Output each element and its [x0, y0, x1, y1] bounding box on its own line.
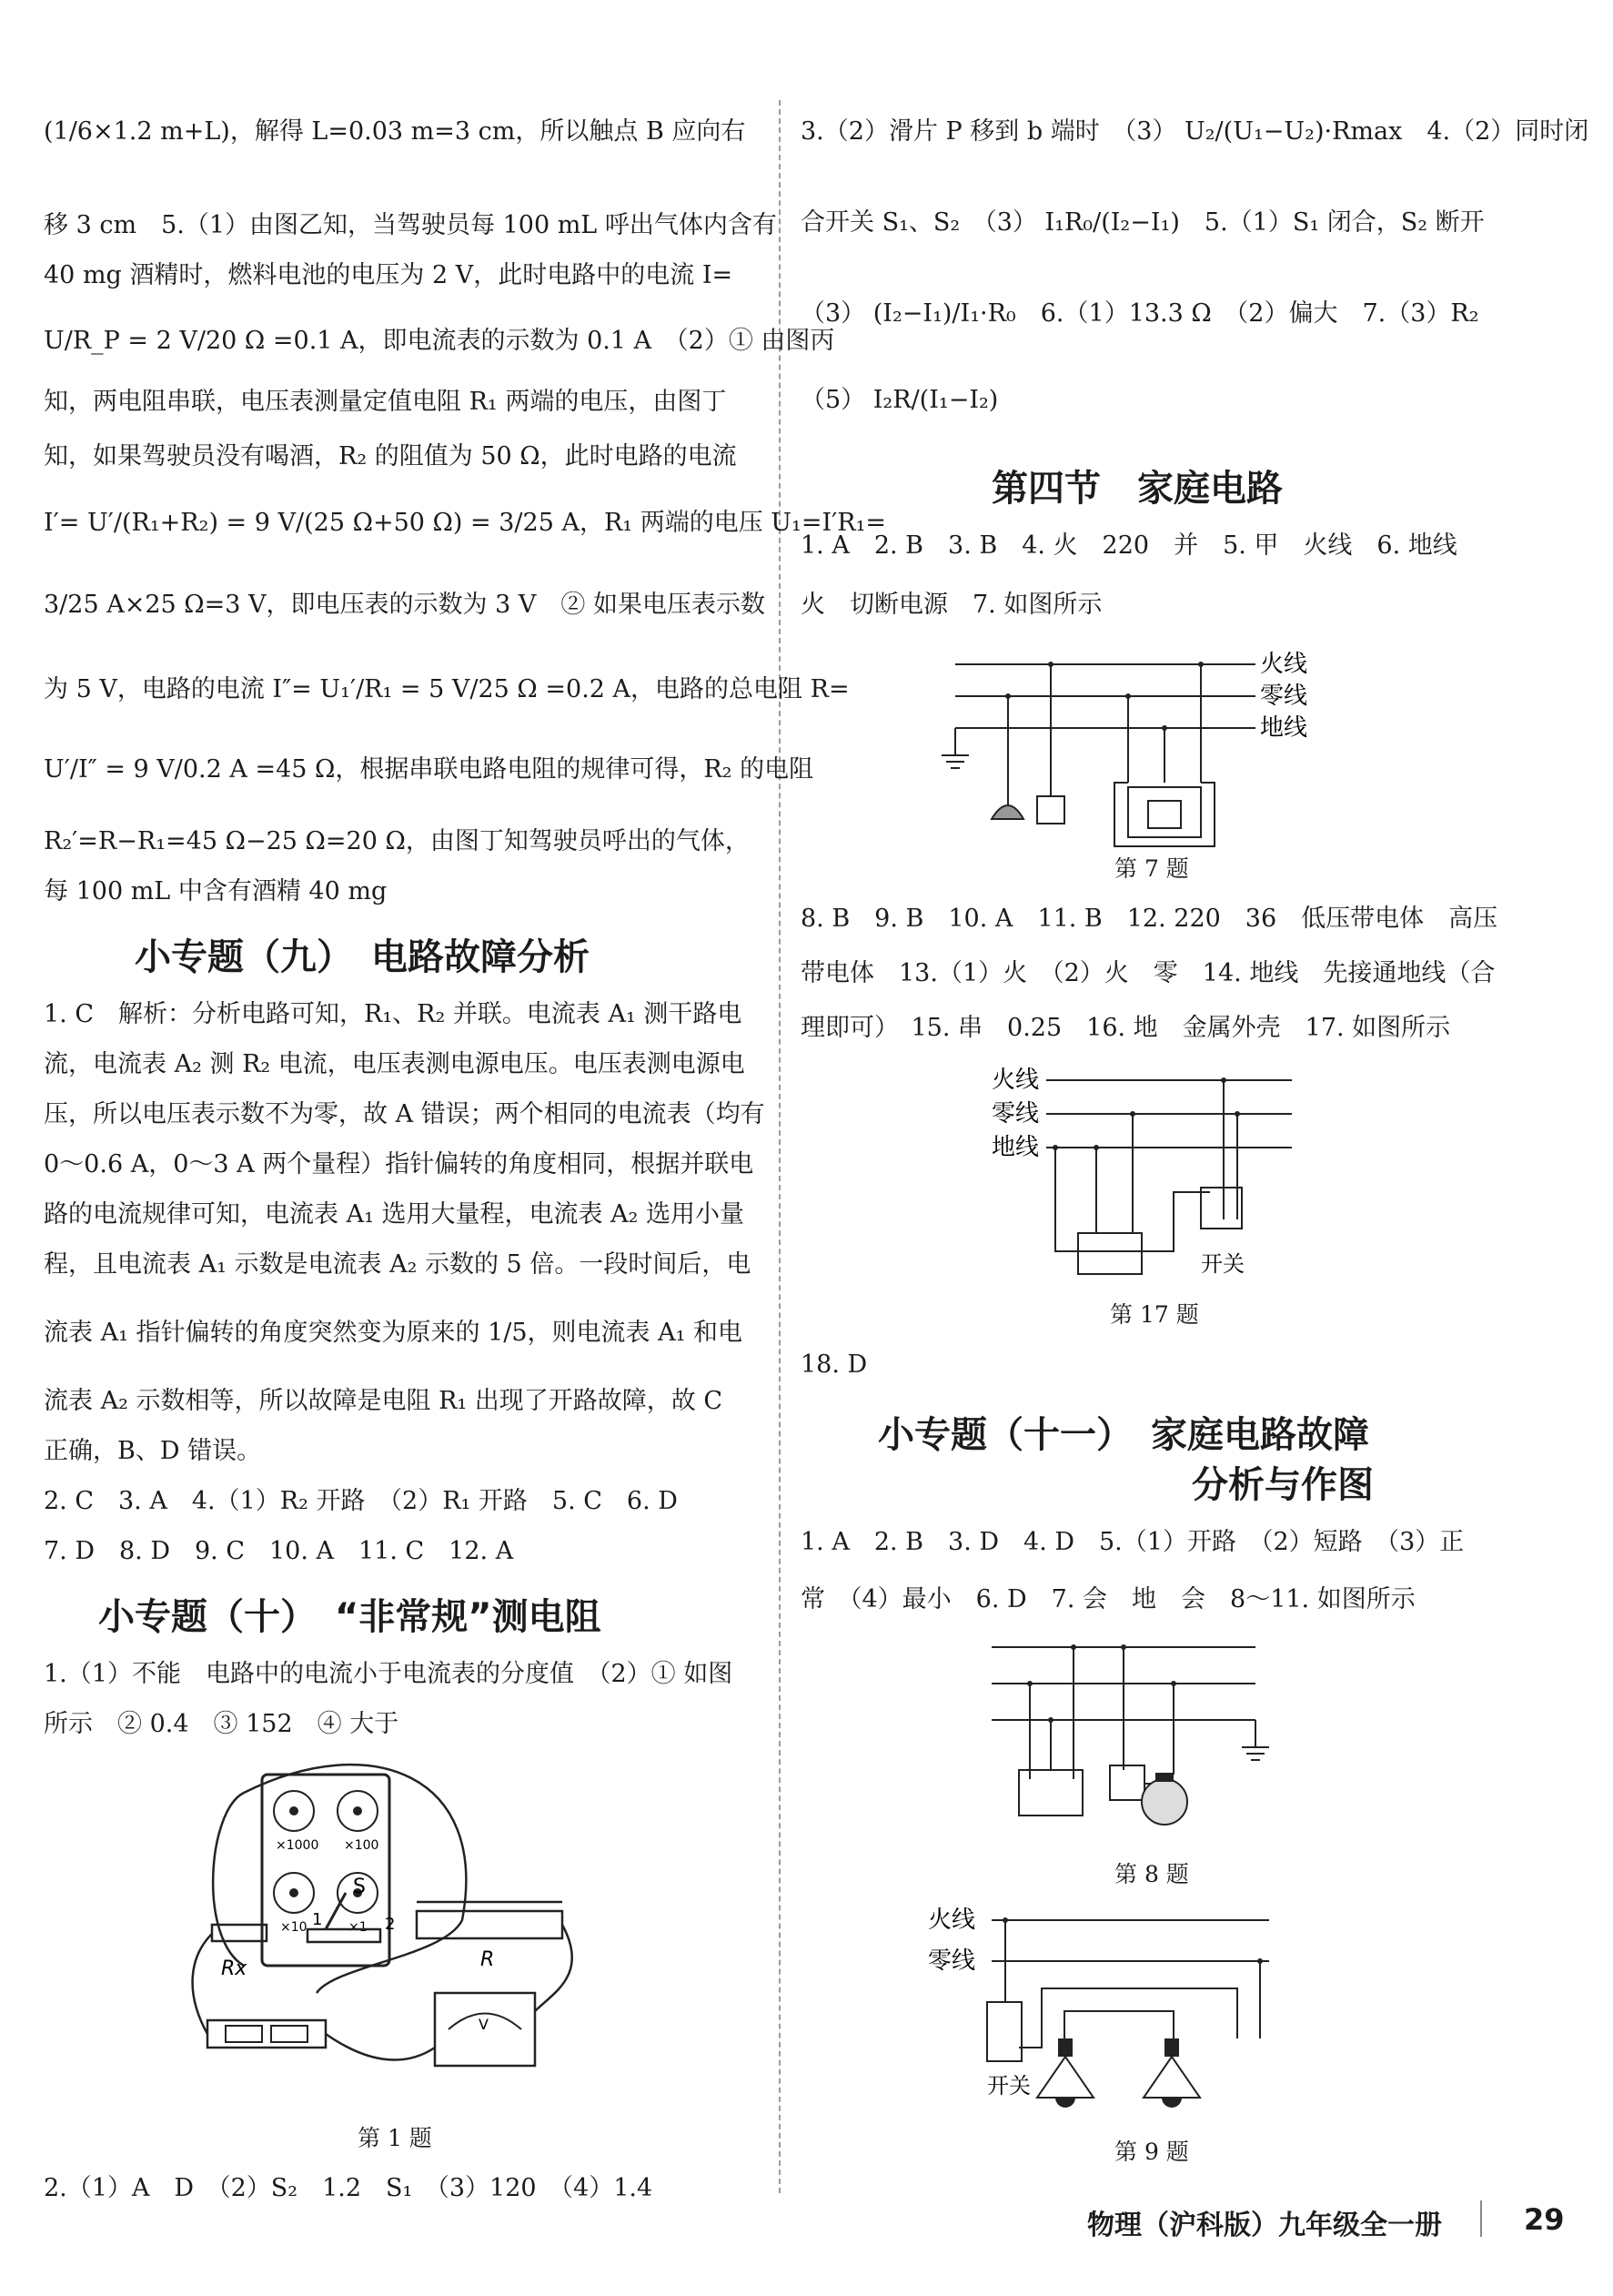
text-line: 路的电流规律可知，电流表 A₁ 选用大量程，电流表 A₂ 选用小量 — [44, 1200, 744, 1229]
switch — [987, 2002, 1022, 2061]
text-line: 1. A 2. B 3. B 4. 火 220 并 5. 甲 火线 6. 地线 — [801, 531, 1457, 560]
lamp — [992, 805, 1023, 819]
label: Rx — [221, 1957, 247, 1980]
text-line: 知，如果驾驶员没有喝酒，R₂ 的阻值为 50 Ω，此时电路的电流 — [44, 442, 737, 470]
text-line: 流表 A₁ 指针偏转的角度突然变为原来的 1/5，则电流表 A₁ 和电 — [44, 1319, 743, 1347]
label: S — [353, 1876, 366, 1898]
text-line: 2. C 3. A 4.（1）R₂ 开路 （2）R₁ 开路 5. C 6. D — [44, 1487, 678, 1515]
rheostat — [417, 1911, 562, 1938]
label: 火线 — [1260, 651, 1308, 678]
section-title: 小专题（十一） 家庭电路故障 — [878, 1414, 1369, 1456]
text-line: 常 （4）最小 6. D 7. 会 地 会 8～11. 如图所示 — [801, 1585, 1416, 1613]
text-line: 1.（1）不能 电路中的电流小于电流表的分度值 （2）① 如图 — [44, 1660, 733, 1688]
section-title: 小专题（十） “非常规”测电阻 — [98, 1596, 601, 1638]
column-divider — [779, 100, 781, 2193]
socket — [1078, 1233, 1142, 1274]
fig9-circuit-diagram — [923, 1902, 1287, 2129]
label: V — [479, 2016, 489, 2033]
fig7-circuit-diagram — [937, 637, 1319, 855]
lamp — [1037, 2057, 1094, 2098]
text-line: 3.（2）滑片 P 移到 b 端时 （3） U₂/(U₁−U₂)·Rmax 4.（2）同时闭 — [801, 117, 1589, 146]
text-line: 合开关 S₁、S₂ （3） I₁R₀/(I₂−I₁) 5.（1）S₁ 闭合，S₂ 断开 — [801, 208, 1485, 237]
figure-caption: 第 7 题 — [1114, 855, 1189, 882]
text-line: 0～0.6 A，0～3 A 两个量程）指针偏转的角度相同，根据并联电 — [44, 1150, 754, 1178]
text-line: 移 3 cm 5.（1）由图乙知，当驾驶员每 100 mL 呼出气体内含有 — [44, 211, 777, 239]
label: 火线 — [992, 1067, 1040, 1094]
fig8-circuit-diagram — [983, 1629, 1328, 1856]
text-line: （3） (I₂−I₁)/I₁·R₀ 6.（1）13.3 Ω （2）偏大 7.（3）R₂ — [801, 299, 1479, 328]
label: 地线 — [992, 1134, 1040, 1161]
text-line: 带电体 13.（1）火 （2）火 零 14. 地线 先接通地线（合 — [801, 959, 1496, 987]
switch — [1110, 1765, 1144, 1800]
page-number: 29 — [1524, 2202, 1565, 2237]
switch — [307, 1929, 380, 1942]
fig17-circuit-diagram — [992, 1060, 1319, 1288]
label: 零线 — [928, 1947, 976, 1975]
section-title: 小专题（九） 电路故障分析 — [135, 936, 590, 978]
text-line: 每 100 mL 中含有酒精 40 mg — [44, 877, 388, 905]
text-line: I′= U′/(R₁+R₂) = 9 V/(25 Ω+50 Ω) = 3/25 A，R₁ 两端的电压 U₁=I′R₁= — [44, 509, 887, 537]
socket — [1128, 787, 1201, 837]
text-line: 1. C 解析：分析电路可知，R₁、R₂ 并联。电流表 A₁ 测干路电 — [44, 1000, 742, 1028]
lamp — [1144, 2057, 1200, 2098]
text-line: 7. D 8. D 9. C 10. A 11. C 12. A — [44, 1537, 514, 1565]
text-line: 2.（1）A D （2）S₂ 1.2 S₁ （3）120 （4）1.4 — [44, 2174, 653, 2202]
section-title: 第四节 家庭电路 — [992, 468, 1283, 510]
label: 2 — [385, 1915, 396, 1934]
text-line: 18. D — [801, 1350, 868, 1379]
label: 开关 — [1201, 1251, 1245, 1277]
text-line: 40 mg 酒精时，燃料电池的电压为 2 V，此时电路中的电流 I= — [44, 261, 733, 289]
text-line: 所示 ② 0.4 ③ 152 ④ 大于 — [44, 1710, 399, 1738]
text-line: U′/I″ = 9 V/0.2 A =45 Ω，根据串联电路电阻的规律可得，R₂ 的电阻 — [44, 755, 814, 784]
figure-caption: 第 8 题 — [1114, 1861, 1189, 1887]
text-line: 压，所以电压表示数不为零，故 A 错误；两个相同的电流表（均有 — [44, 1100, 765, 1128]
text-line: 理即可） 15. 串 0.25 16. 地 金属外壳 17. 如图所示 — [801, 1014, 1451, 1042]
text-line: 流表 A₂ 示数相等，所以故障是电阻 R₁ 出现了开路故障，故 C — [44, 1387, 723, 1415]
label: R — [480, 1948, 495, 1971]
figure-caption: 第 1 题 — [358, 2125, 432, 2151]
resistance-box — [262, 1775, 389, 1966]
text-line: 为 5 V，电路的电流 I″= U₁′/R₁ = 5 V/25 Ω =0.2 A，电路的总电阻 R= — [44, 675, 850, 703]
label: ×10 — [280, 1920, 307, 1935]
label: 零线 — [1260, 683, 1308, 710]
book-title: 物理（沪科版）九年级全一册 — [1087, 2210, 1442, 2241]
section-title: 分析与作图 — [1192, 1464, 1374, 1506]
label: 零线 — [992, 1100, 1040, 1128]
text-line: 程，且电流表 A₁ 示数是电流表 A₂ 示数的 5 倍。一段时间后，电 — [44, 1250, 751, 1279]
text-line: 流，电流表 A₂ 测 R₂ 电流，电压表测电源电压。电压表测电源电 — [44, 1050, 745, 1078]
figure-caption: 第 9 题 — [1114, 2139, 1189, 2165]
fig1-circuit-diagram — [189, 1756, 662, 2120]
bulb — [1142, 1779, 1187, 1825]
text-line: 8. B 9. B 10. A 11. B 12. 220 36 低压带电体 高压 — [801, 905, 1498, 933]
label: 1 — [312, 1910, 323, 1929]
figure-caption: 第 17 题 — [1110, 1301, 1199, 1328]
text-line: U/R_P = 2 V/20 Ω =0.1 A，即电流表的示数为 0.1 A （2）① 由图丙 — [44, 327, 835, 355]
label: 开关 — [987, 2073, 1031, 2099]
label: ×100 — [344, 1838, 379, 1853]
text-line: 1. A 2. B 3. D 4. D 5.（1）开路 （2）短路 （3）正 — [801, 1528, 1465, 1556]
text-line: 3/25 A×25 Ω=3 V，即电压表的示数为 3 V ② 如果电压表示数 — [44, 591, 765, 619]
switch — [1201, 1188, 1242, 1229]
label: ×1000 — [276, 1838, 319, 1853]
text-line: 知，两电阻串联，电压表测量定值电阻 R₁ 两端的电压，由图丁 — [44, 388, 727, 416]
switch — [1037, 796, 1064, 824]
text-line: （5） I₂R/(I₁−I₂) — [801, 386, 999, 414]
text-line: (1/6×1.2 m+L)，解得 L=0.03 m=3 cm，所以触点 B 应向右 — [44, 117, 746, 146]
label: 火线 — [928, 1907, 976, 1934]
text-line: R₂′=R−R₁=45 Ω−25 Ω=20 Ω，由图丁知驾驶员呼出的气体， — [44, 827, 750, 855]
footer-separator — [1480, 2200, 1482, 2237]
label: ×1 — [348, 1920, 368, 1935]
text-line: 火 切断电源 7. 如图所示 — [801, 591, 1103, 619]
text-line: 正确，B、D 错误。 — [44, 1437, 262, 1465]
label: 地线 — [1260, 714, 1308, 742]
